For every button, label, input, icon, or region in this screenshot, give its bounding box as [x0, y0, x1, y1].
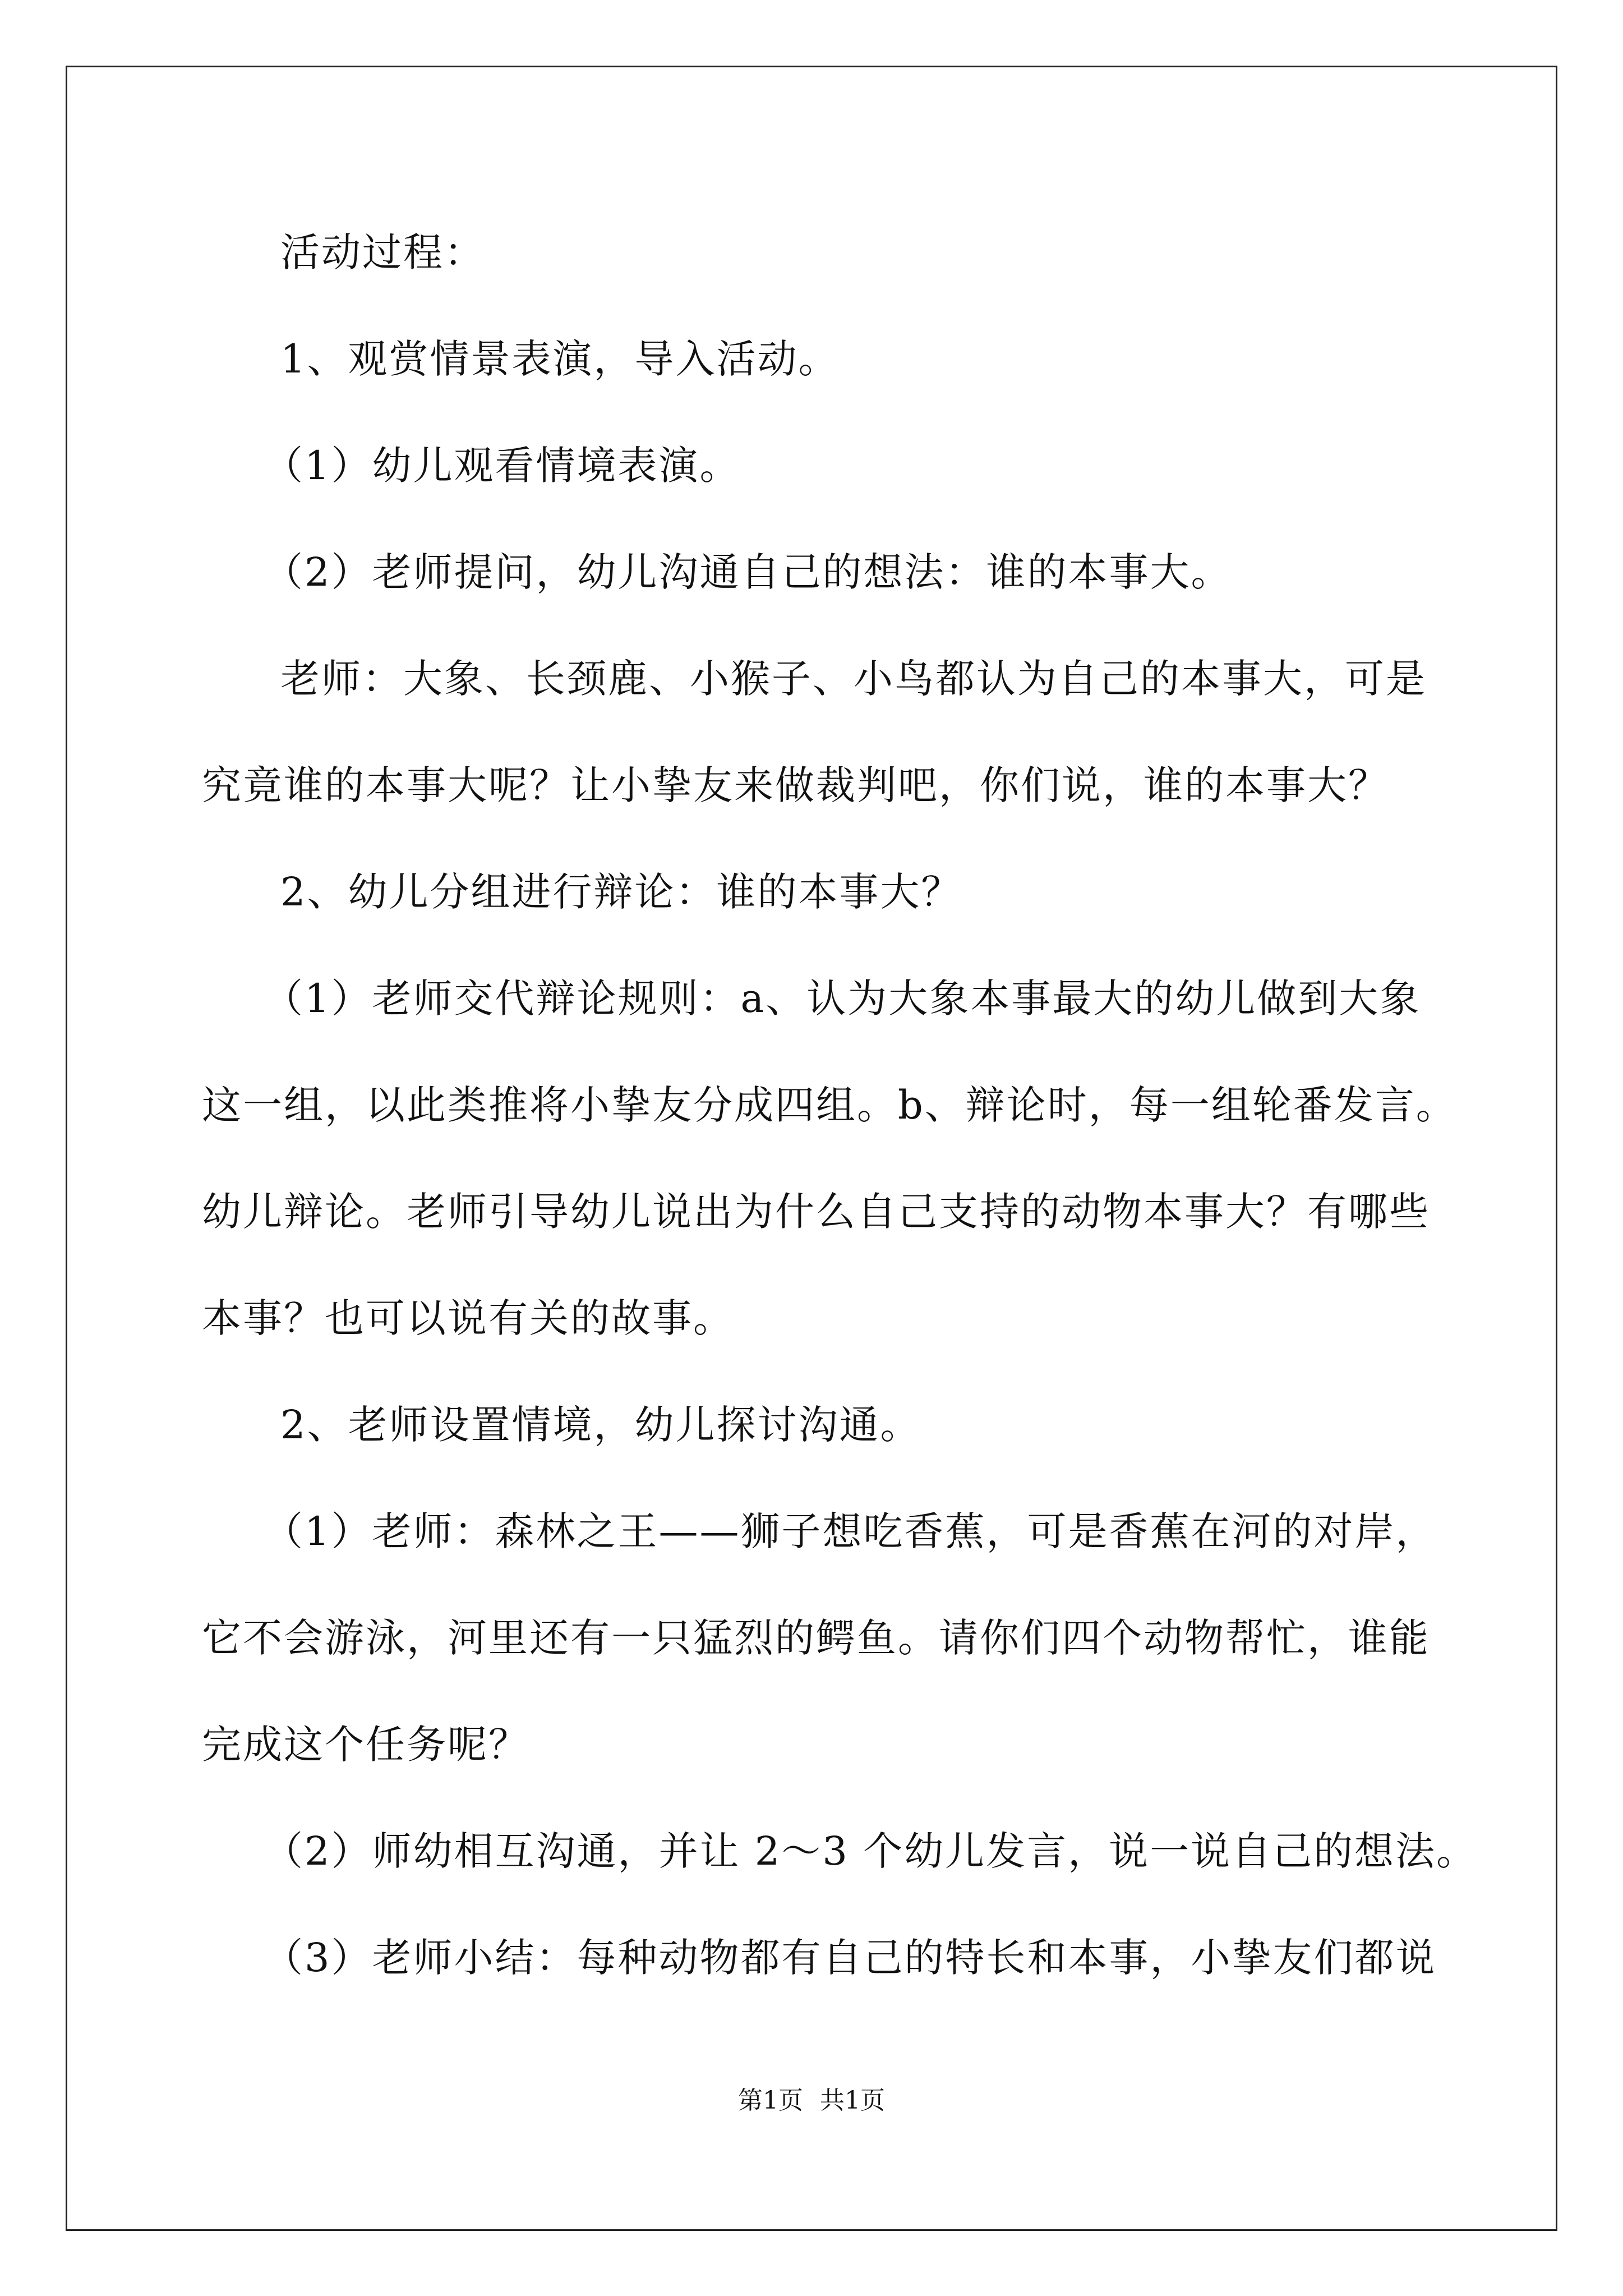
- paragraph-line: （3）老师小结：每种动物都有自己的特长和本事，小挚友们都说: [264, 1935, 1437, 1981]
- paragraph-line: 幼儿辩论。老师引导幼儿说出为什么自己支持的动物本事大？有哪些: [202, 1189, 1430, 1235]
- paragraph-line: 完成这个任务呢？: [202, 1722, 529, 1768]
- paragraph-line: （1）老师交代辩论规则：a、认为大象本事最大的幼儿做到大象: [264, 976, 1421, 1022]
- heading-activity-process: 活动过程：: [280, 229, 485, 275]
- paragraph-line: （1）老师：森林之王——狮子想吃香蕉，可是香蕉在河的对岸，: [264, 1508, 1437, 1554]
- paragraph-line: 它不会游泳，河里还有一只猛烈的鳄鱼。请你们四个动物帮忙，谁能: [202, 1615, 1430, 1661]
- page-footer: [0, 2084, 1623, 2118]
- page-total: 共1页: [820, 2086, 885, 2115]
- section-3-title: 2、老师设置情境，幼儿探讨沟通。: [280, 1402, 921, 1448]
- page-border: [66, 66, 1557, 2231]
- paragraph-line: 究竟谁的本事大呢？让小挚友来做裁判吧，你们说，谁的本事大？: [202, 762, 1389, 808]
- paragraph-line: （1）幼儿观看情境表演。: [264, 443, 741, 489]
- page-number: 第1页: [738, 2086, 803, 2115]
- paragraph-line: 老师：大象、长颈鹿、小猴子、小鸟都认为自己的本事大，可是: [280, 656, 1427, 702]
- paragraph-line: 这一组，以此类推将小挚友分成四组。b、辩论时，每一组轮番发言。: [202, 1082, 1457, 1128]
- paragraph-line: 本事？也可以说有关的故事。: [202, 1295, 734, 1341]
- section-2-title: 2、幼儿分组进行辩论：谁的本事大？: [280, 869, 962, 915]
- paragraph-line: （2）老师提问，幼儿沟通自己的想法：谁的本事大。: [264, 549, 1232, 595]
- paragraph-line: （2）师幼相互沟通，并让 2～3 个幼儿发言，说一说自己的想法。: [264, 1828, 1478, 1874]
- section-1-title: 1、观赏情景表演，导入活动。: [280, 336, 840, 382]
